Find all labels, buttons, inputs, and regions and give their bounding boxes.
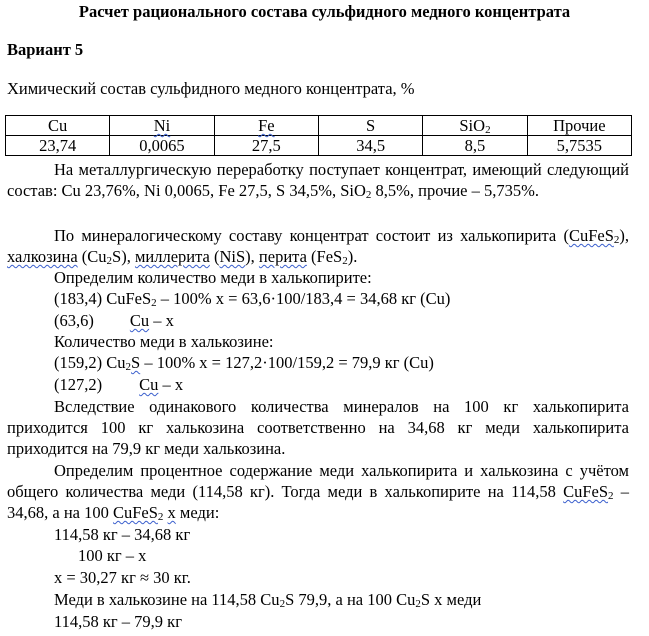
header-sio2-label: SiO — [459, 116, 486, 135]
value-cu: 23,74 — [6, 136, 110, 156]
l10-text: S 79,9, а на 100 Cu — [285, 590, 416, 609]
p2-text: S), — [112, 247, 135, 266]
p4-cufes2: CuFeS — [563, 482, 609, 501]
composition-table — [5, 115, 632, 156]
p2-sub: 2 — [342, 255, 348, 267]
p1-text-end: 8,5%, прочие – 5,735%. — [371, 181, 540, 200]
header-fe — [214, 116, 318, 136]
line-result: x = 30,27 кг ≈ 30 кг. — [54, 568, 191, 587]
paragraph-composition — [7, 159, 629, 201]
p4-sub: 2 — [608, 490, 614, 502]
value-s: 34,5 — [318, 136, 422, 156]
header-cu: Cu — [6, 116, 110, 136]
l5-s: S — [131, 353, 141, 372]
header-fe-label: Fe — [258, 116, 275, 135]
p2-text: ). — [347, 247, 358, 266]
p2-nis: NiS — [219, 247, 246, 266]
header-other: Прочие — [527, 116, 631, 136]
line-chalcocite-proportion — [54, 374, 183, 395]
l6-text: (127,2) — [54, 375, 103, 394]
p2-perit: перита — [258, 247, 307, 266]
value-ni: 0,0065 — [110, 136, 214, 156]
value-sio2: 8,5 — [423, 136, 527, 156]
value-fe: 27,5 — [214, 136, 318, 156]
p4-text: – 34,68, а на 100 — [7, 482, 630, 522]
p2-text: (Cu — [77, 247, 107, 266]
p1-text: На металлургическую переработку поступает концентрат, имеющий следующий состав: Cu 23,76%, Ni 0,0065, Fe 27,5, S 34,5%, SiO — [7, 160, 629, 200]
document-title: Расчет рационального состава сульфидного медного концентрата — [78, 2, 571, 21]
table-header-row — [6, 116, 632, 136]
paragraph-percent-content — [7, 460, 629, 523]
paragraph-mineralogy — [7, 225, 629, 267]
paragraph-equal-minerals: Вследствие одинакового количества минералов на 100 кг халькопирита приходится 100 кг халькозина соответственно на 34,68 кг меди халькопирита приходится на 79,9 кг меди халькозина. — [7, 397, 629, 458]
l2-text: (183,4) CuFeS — [54, 289, 152, 308]
p2-sub: 2 — [106, 255, 113, 267]
line-chalcocite-heading: Количество меди в халькозине: — [54, 332, 274, 351]
table-caption: Химический состав сульфидного медного концентрата, % — [7, 79, 415, 98]
l5-text: (159,2) Cu — [54, 353, 126, 372]
line-chalcopyrite-proportion — [54, 310, 174, 331]
line-chalcocite-calc — [54, 352, 434, 373]
l3-cu: Cu — [129, 311, 150, 330]
line-proportion-2: 100 кг – x — [78, 546, 147, 565]
p2-sub: 2 — [613, 234, 620, 246]
line-proportion-3: 114,58 кг – 79,9 кг — [54, 612, 182, 631]
line-chalcocite-copper — [54, 589, 481, 610]
l6-cu: Cu — [139, 375, 159, 394]
l10-text: Меди в халькозине на 114,58 Cu — [54, 590, 280, 609]
value-other: 5,7535 — [527, 136, 631, 156]
l6-text-end: – x — [158, 375, 184, 394]
header-sio2 — [423, 116, 527, 136]
table-value-row — [6, 136, 632, 156]
header-s: S — [318, 116, 422, 136]
p4-sub: 2 — [157, 511, 164, 523]
p2-text: ), — [245, 247, 259, 266]
l5-sub: 2 — [125, 361, 131, 373]
line-chalcopyrite-calc — [54, 288, 450, 309]
p4-x: x — [167, 503, 176, 522]
l5-text-end: – 100% x = 127,2·100/159,2 = 79,9 кг (Cu) — [140, 353, 434, 372]
l10-text-end: S x меди — [420, 590, 482, 609]
header-ni-label: Ni — [153, 116, 171, 135]
p2-text: ), — [619, 226, 629, 245]
l2-text-end: – 100% x = 63,6·100/183,4 = 34,68 кг (Cu) — [156, 289, 451, 308]
header-ni — [110, 116, 214, 136]
p4-text: Определим процентное содержание меди халькопирита и халькозина с учётом общего количества меди (114,58 кг). Тогда меди в халькопирите на 114,58 — [7, 461, 629, 501]
variant-heading: Вариант 5 — [7, 40, 84, 59]
p4-cufes2: CuFeS — [112, 503, 158, 522]
header-sio2-sub: 2 — [485, 124, 491, 136]
l10-sub: 2 — [415, 598, 421, 610]
p4-text: меди: — [175, 503, 220, 522]
l3-text: (63,6) — [54, 311, 94, 330]
p2-text: (FeS — [306, 247, 343, 266]
line-proportion-1: 114,58 кг – 34,68 кг — [54, 525, 191, 544]
l3-text-end: – x — [149, 311, 174, 330]
p1-sub: 2 — [365, 189, 372, 201]
p2-cufes2: CuFeS — [568, 226, 614, 245]
p2-text: По минералогическому составу концентрат состоит из халькопирита ( — [54, 226, 569, 245]
l10-sub: 2 — [279, 598, 286, 610]
p2-text: ( — [209, 247, 220, 266]
p2-millerit: миллерита — [134, 247, 210, 266]
line-chalcopyrite-heading: Определим количество меди в халькопирите: — [54, 268, 372, 287]
l2-sub: 2 — [151, 297, 157, 309]
p2-halkozin: халкозина — [7, 247, 78, 266]
